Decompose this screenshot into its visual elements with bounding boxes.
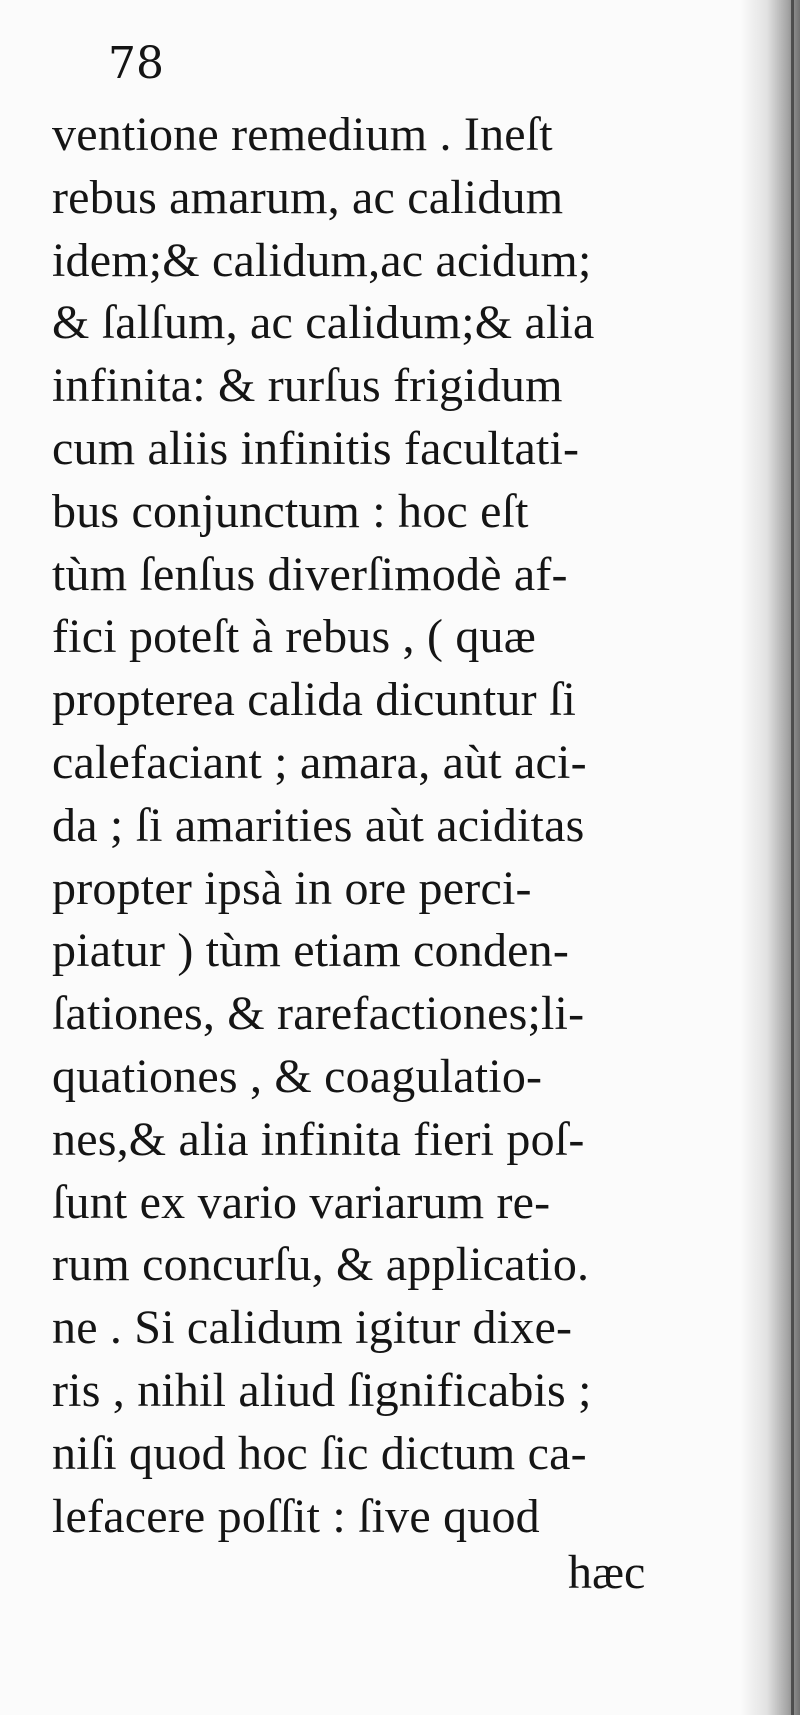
text-line: cum aliis infinitis facultati- xyxy=(52,421,580,475)
text-line: tùm ſenſus diverſimodè af- xyxy=(52,547,568,601)
page-number: 78 xyxy=(108,38,164,89)
text-line: propterea calida dicuntur ſi xyxy=(52,673,577,727)
text-line: ventione remedium . Ineſt xyxy=(52,108,553,161)
text-line: infinita: & rurſus frigidum xyxy=(52,359,563,413)
text-line: ris , nihil aliud ſignificabis ; xyxy=(52,1363,592,1417)
text-line: & ſalſum, ac calidum;& alia xyxy=(52,296,595,350)
text-line: nes,& alia infinita fieri poſ- xyxy=(52,1112,585,1166)
text-line: fici poteſt à rebus , ( quæ xyxy=(52,610,536,664)
text-line: ſunt ex vario variarum re- xyxy=(52,1175,551,1229)
catchword: hæc xyxy=(568,1546,646,1599)
text-line: calefaciant ; amara, aùt aci- xyxy=(52,735,587,789)
text-line: da ; ſi amarities aùt aciditas xyxy=(52,798,585,852)
text-line: quationes , & coagulatio- xyxy=(52,1049,543,1103)
text-line: ſationes, & rarefactiones;li- xyxy=(52,987,585,1041)
text-line: ne . Si calidum igitur dixe- xyxy=(52,1301,573,1355)
page-edge-line xyxy=(791,0,794,1715)
body-text xyxy=(52,104,724,1548)
text-line: lefacere poſſit : ſive quod xyxy=(52,1489,540,1543)
text-line: niſi quod hoc ſic dictum ca- xyxy=(52,1426,587,1480)
text-line: propter ipsà in ore perci- xyxy=(52,861,532,915)
text-line: rum concurſu, & applicatio. xyxy=(52,1238,590,1292)
text-line: rebus amarum, ac calidum xyxy=(52,170,564,224)
text-line: idem;& calidum,ac acidum; xyxy=(52,233,592,287)
text-line: bus conjunctum : hoc eſt xyxy=(52,484,529,538)
text-line: piatur ) tùm etiam conden- xyxy=(52,924,570,978)
